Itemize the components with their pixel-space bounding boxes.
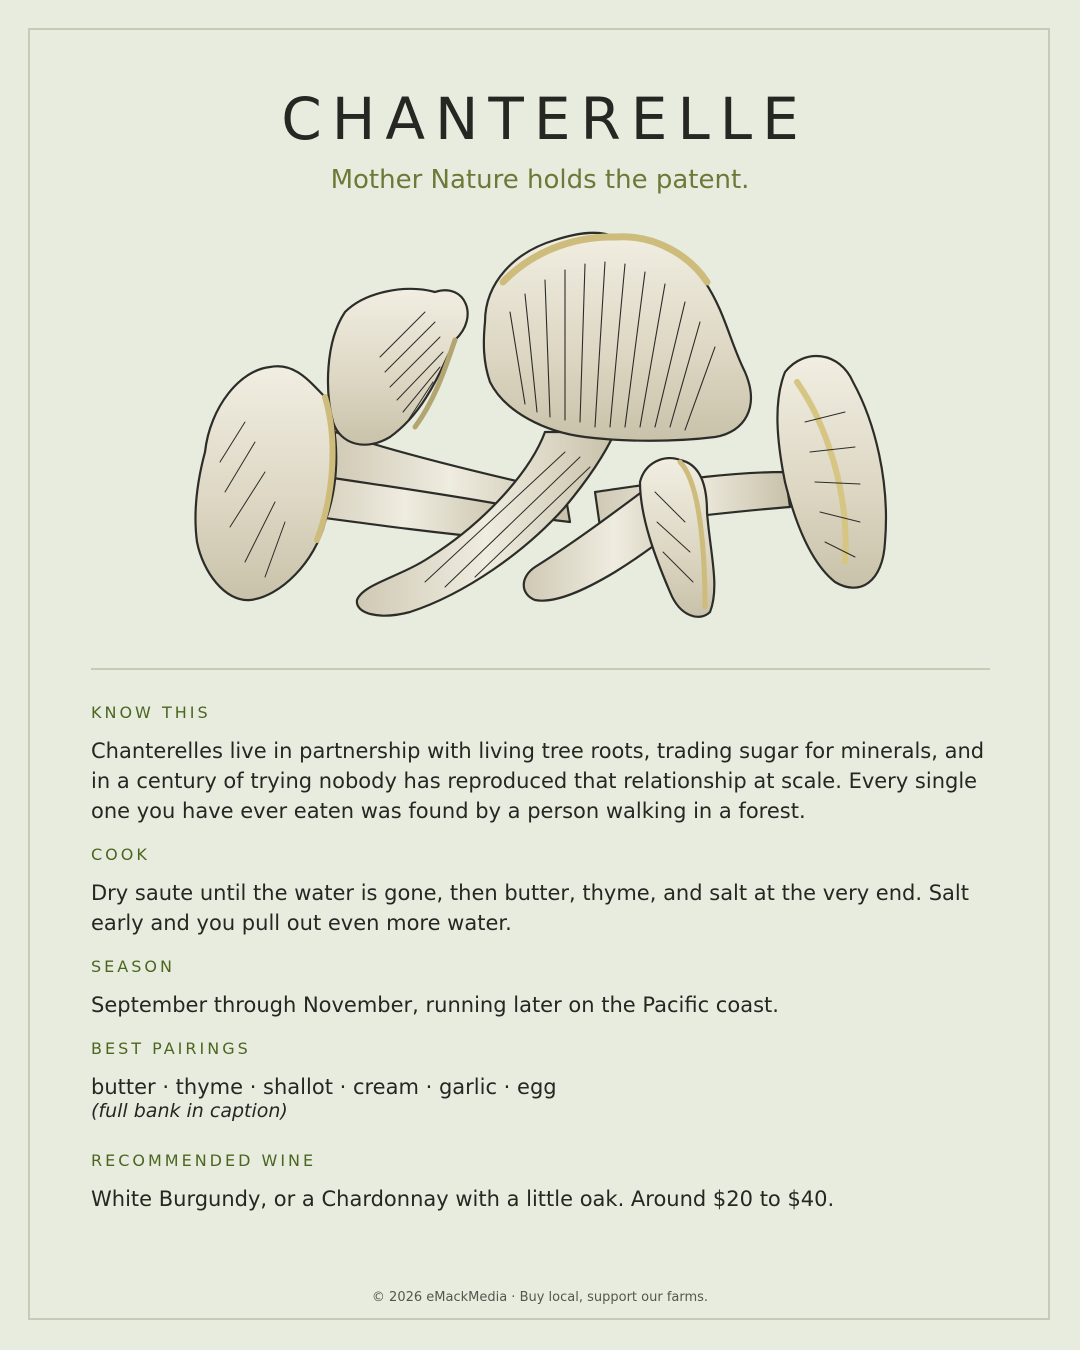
know-this-label: KNOW THIS bbox=[91, 703, 211, 722]
recommended-wine-label: RECOMMENDED WINE bbox=[91, 1151, 317, 1170]
page-title: CHANTERELLE bbox=[281, 85, 809, 153]
chanterelle-mushrooms-illustration bbox=[185, 222, 895, 627]
season-text: September through November, running later on the Pacific coast. bbox=[91, 993, 779, 1017]
page-subtitle: Mother Nature holds the patent. bbox=[330, 165, 750, 195]
best-pairings-label: BEST PAIRINGS bbox=[91, 1039, 251, 1058]
recommended-wine-text: White Burgundy, or a Chardonnay with a little oak. Around $20 to $40. bbox=[91, 1187, 835, 1211]
know-this-text: Chanterelles live in partnership with living tree roots, trading sugar for minerals, and in a century of trying nobody has reproduced that relationship at scale. Every single one you have ever eaten was found by a person walking in a forest. bbox=[91, 739, 985, 823]
best-pairings-text: butter · thyme · shallot · cream · garlic · egg bbox=[91, 1075, 557, 1099]
footer-copyright: © 2026 eMackMedia · Buy local, support our farms. bbox=[371, 1290, 709, 1305]
cook-text: Dry saute until the water is gone, then butter, thyme, and salt at the very end. Salt early and you pull out even more water. bbox=[91, 881, 969, 935]
cook-label: COOK bbox=[91, 845, 150, 864]
section-divider bbox=[91, 668, 990, 670]
best-pairings-note: (full bank in caption) bbox=[91, 1100, 288, 1122]
season-label: SEASON bbox=[91, 957, 175, 976]
